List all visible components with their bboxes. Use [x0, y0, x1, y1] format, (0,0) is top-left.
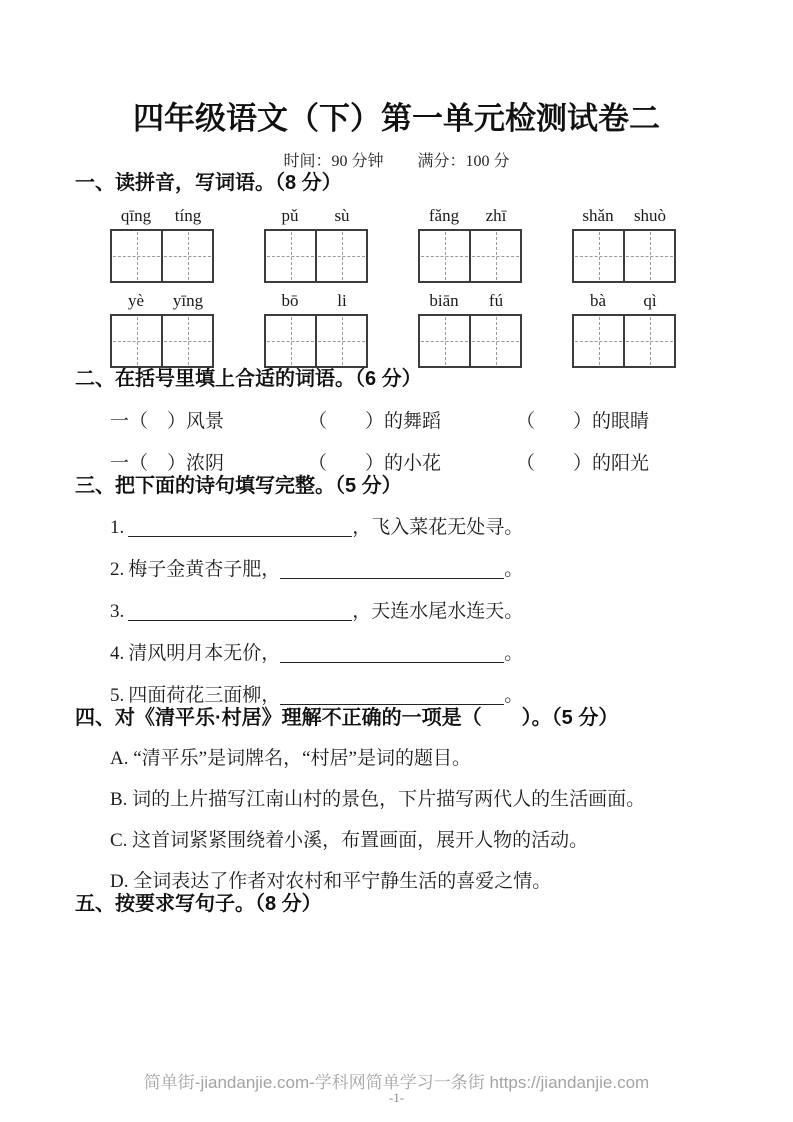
answer-blank [128, 536, 352, 537]
pinyin-syllable: yīng [172, 291, 204, 310]
page-title: 四年级语文（下）第一单元检测试卷二 [133, 101, 660, 136]
answer-blank [128, 620, 352, 621]
writing-box-pair [264, 314, 368, 368]
writing-cell [315, 316, 366, 366]
poem-item [110, 558, 793, 581]
item-number: 5. [110, 685, 125, 706]
pinyin-syllable: pǔ [281, 206, 299, 225]
pinyin-label [110, 206, 214, 226]
pinyin-syllable: qīng [120, 206, 152, 225]
pinyin-syllable: yè [127, 291, 145, 310]
answer-blank [280, 662, 504, 663]
item-number: 2. [110, 559, 125, 580]
pinyin-writing-group [110, 206, 214, 283]
pinyin-label [264, 291, 368, 311]
section-5-heading: 五、按要求写句子。（8 分） [75, 893, 322, 915]
poem-text: 四面荷花三面柳， [128, 685, 281, 706]
fill-blank-phrase: （ ）的小花 [308, 453, 442, 474]
writing-cell [469, 316, 520, 366]
writing-cell [112, 231, 161, 281]
pinyin-writing-group [110, 291, 214, 368]
pinyin-writing-group [264, 206, 368, 283]
pinyin-syllable: tíng [174, 206, 202, 225]
pinyin-syllable: bō [281, 291, 299, 310]
pinyin-writing-group [264, 291, 368, 368]
poem-text: ，天连水尾水连天。 [352, 601, 524, 622]
writing-cell [574, 316, 623, 366]
word-fill-row [110, 411, 793, 433]
pinyin-syllable: shuò [633, 206, 667, 225]
footer-watermark: 简单街-jiandanjie.com-学科网简单学习一条街 https://jiandanjie.com [143, 1073, 650, 1092]
poem-item [110, 684, 793, 707]
pinyin-syllable: fú [488, 291, 504, 310]
fill-blank-phrase: （ ）的舞蹈 [308, 411, 442, 432]
poem-text: 清风明月本无价， [128, 643, 281, 664]
poem-text: ，飞入菜花无处寻。 [352, 517, 524, 538]
option-a: A. “清平乐”是词牌名，“村居”是词的题目。 [110, 748, 471, 769]
writing-box-pair [418, 314, 522, 368]
pinyin-writing-group [418, 291, 522, 368]
item-number: 3. [110, 601, 125, 622]
section-2-heading: 二、在括号里填上合适的词语。（6 分） [75, 368, 422, 390]
exam-meta [0, 152, 793, 172]
item-number: 4. [110, 643, 125, 664]
writing-cell [623, 316, 674, 366]
writing-cell [420, 316, 469, 366]
fill-blank-phrase: 一（ ）风景 [110, 411, 225, 432]
pinyin-label [572, 206, 676, 226]
writing-box-pair [110, 229, 214, 283]
score-label: 满分：100 分 [417, 153, 510, 170]
writing-box-pair [418, 229, 522, 283]
pinyin-syllable: bà [589, 291, 607, 310]
pinyin-label [572, 291, 676, 311]
poem-item [110, 516, 793, 539]
writing-box-pair [572, 314, 676, 368]
answer-blank [280, 578, 504, 579]
option-d: D. 全词表达了作者对农村和平宁静生活的喜爱之情。 [110, 871, 552, 892]
writing-cell [266, 231, 315, 281]
pinyin-syllable: fǎng [428, 206, 460, 225]
fill-blank-phrase: （ ）的阳光 [516, 453, 650, 474]
page-number: -1- [388, 1090, 405, 1105]
pinyin-syllable: li [337, 291, 347, 310]
writing-box-pair [264, 229, 368, 283]
writing-cell [161, 231, 212, 281]
pinyin-syllable: sù [334, 206, 350, 225]
pinyin-label [418, 206, 522, 226]
pinyin-writing-group [572, 291, 676, 368]
pinyin-syllable: biān [429, 291, 459, 310]
writing-cell [420, 231, 469, 281]
pinyin-syllable: qì [643, 291, 657, 310]
writing-cell [574, 231, 623, 281]
writing-box-pair [572, 229, 676, 283]
writing-box-pair [110, 314, 214, 368]
section-4-heading: 四、对《清平乐·村居》理解不正确的一项是（ ）。（5 分） [75, 707, 619, 729]
option-b: B. 词的上片描写江南山村的景色，下片描写两代人的生活画面。 [110, 789, 646, 810]
word-fill-row [110, 453, 793, 475]
writing-cell [469, 231, 520, 281]
pinyin-label [418, 291, 522, 311]
pinyin-writing-group [418, 206, 522, 283]
writing-cell [161, 316, 212, 366]
pinyin-label [264, 206, 368, 226]
pinyin-row-2 [110, 291, 793, 368]
poem-text: 梅子金黄杏子肥， [128, 559, 281, 580]
poem-text: 。 [504, 643, 524, 664]
section-1-heading: 一、读拼音，写词语。（8 分） [75, 172, 342, 194]
writing-cell [623, 231, 674, 281]
writing-cell [112, 316, 161, 366]
poem-text: 。 [504, 559, 524, 580]
fill-blank-phrase: （ ）的眼睛 [516, 411, 650, 432]
writing-cell [315, 231, 366, 281]
section-3-heading: 三、把下面的诗句填写完整。（5 分） [75, 475, 402, 497]
poem-item [110, 642, 793, 665]
time-label: 时间：90 分钟 [283, 153, 384, 170]
poem-item [110, 600, 793, 623]
pinyin-syllable: zhī [485, 206, 507, 225]
answer-blank [280, 704, 504, 705]
writing-cell [266, 316, 315, 366]
pinyin-writing-group [572, 206, 676, 283]
option-c: C. 这首词紧紧围绕着小溪，布置画面，展开人物的活动。 [110, 830, 589, 851]
pinyin-syllable: shǎn [582, 206, 614, 225]
item-number: 1. [110, 517, 125, 538]
fill-blank-phrase: 一（ ）浓阴 [110, 453, 225, 474]
pinyin-row-1 [110, 206, 793, 283]
poem-text: 。 [504, 685, 524, 706]
pinyin-label [110, 291, 214, 311]
